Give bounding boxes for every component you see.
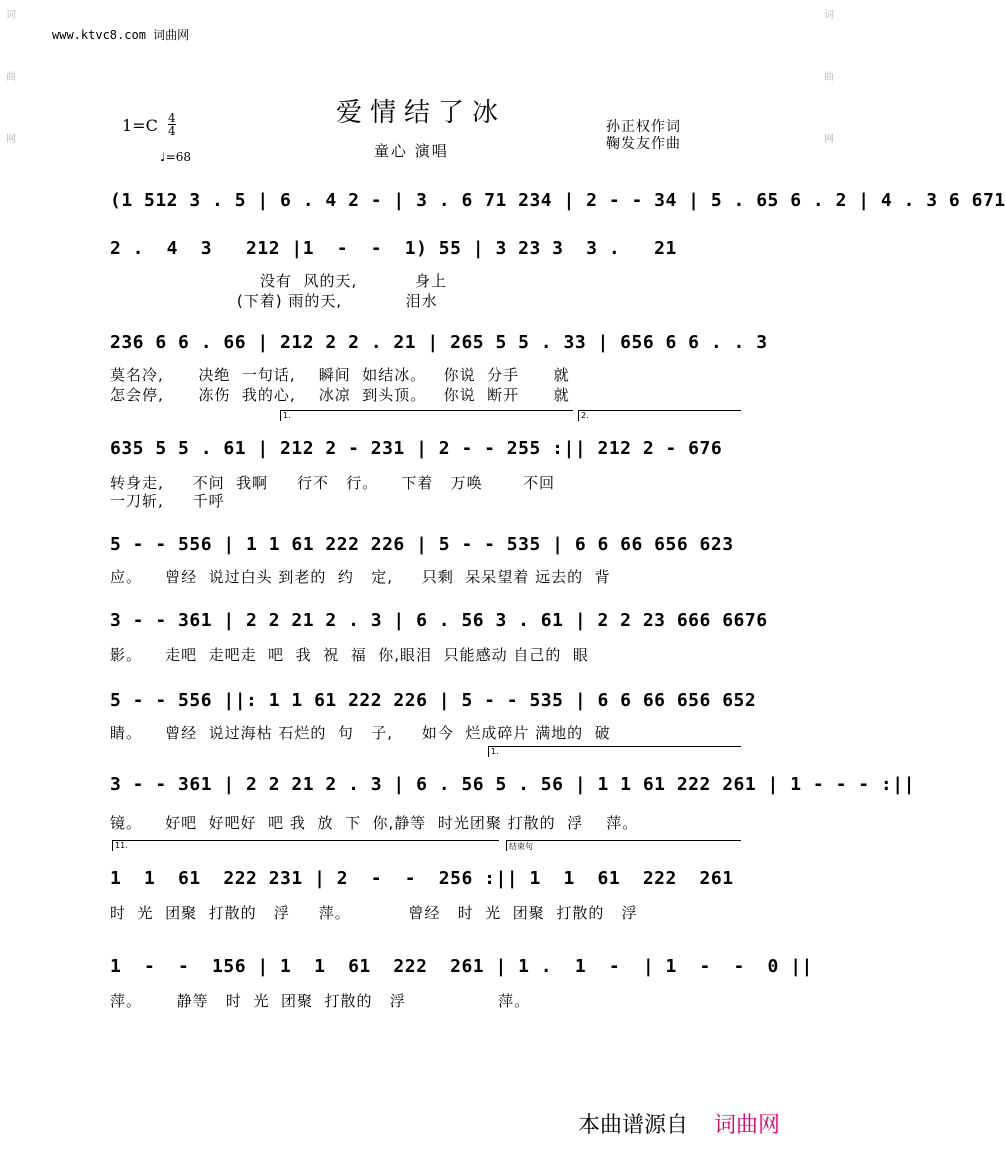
singer-credit: 童心 演唱 (374, 142, 449, 160)
time-signature (168, 112, 176, 137)
composer-credit: 鞠发友作曲 (606, 136, 681, 152)
score-row (110, 528, 740, 568)
lyric-line: 睛。 曾经 说过海枯 石烂的 句 子, 如今 烂成碎片 满地的 破 (110, 724, 611, 742)
notation-line: 635 5 5 . 61 | 212 2 - 231 | 2 - - 255 :|| 212 2 - 676 (110, 438, 723, 459)
watermark-glyph: 曲 (6, 72, 16, 83)
source-label: 本曲谱源自 (578, 1113, 689, 1138)
notation-line: 5 - - 556 | 1 1 61 222 226 | 5 - - 535 | 6 6 66 656 623 (110, 534, 734, 555)
notation-line: 5 - - 556 ||: 1 1 61 222 226 | 5 - - 535 | 6 6 66 656 652 (110, 690, 757, 711)
notation-line: 3 - - 361 | 2 2 21 2 . 3 | 6 . 56 3 . 61 | 2 2 23 666 6676 (110, 610, 768, 631)
volta-bracket: 1. (280, 410, 573, 421)
notation-line: 1 - - 156 | 1 1 61 222 261 | 1 . 1 - | 1 - - 0 || (110, 956, 813, 977)
notation-line: 236 6 6 . 66 | 212 2 2 . 21 | 265 5 5 . 33 | 656 6 6 . . 3 (110, 332, 768, 353)
lyric-line: 应。 曾经 说过白头 到老的 约 定, 只剩 呆呆望着 远去的 背 (110, 568, 611, 586)
score-row (110, 604, 768, 644)
score-row (110, 684, 757, 724)
volta-bracket: 1. (488, 746, 741, 757)
lyric-line: 一刀斩, 千呼 (110, 492, 225, 510)
meter-bottom: 4 (168, 124, 176, 138)
site-url: www.ktvc8.com 词曲网 (52, 28, 190, 42)
lyric-line: 影。 走吧 走吧走 吧 我 祝 福 你,眼泪 只能感动 自己的 眼 (110, 646, 589, 664)
watermark-glyph: 网 (824, 134, 834, 145)
volta-bracket: 11. (112, 840, 499, 851)
notation-line: 1 1 61 222 231 | 2 - - 256 :|| 1 1 61 222 261 (110, 868, 734, 889)
notation-line: 3 - - 361 | 2 2 21 2 . 3 | 6 . 56 5 . 56 | 1 1 61 222 261 | 1 - - - :|| (110, 774, 915, 795)
meter-top: 4 (168, 111, 176, 125)
score-row (110, 862, 740, 902)
score-row (110, 326, 768, 366)
score-row (110, 232, 740, 272)
volta-bracket: 2. (578, 410, 741, 421)
watermark-glyph: 词 (6, 10, 16, 21)
lyric-line: 时 光 团聚 打散的 浮 萍。 曾经 时 光 团聚 打散的 浮 (110, 904, 638, 922)
song-title: 爱情结了冰 (335, 98, 506, 128)
lyricist-credit: 孙正权作词 (606, 119, 681, 135)
score-row (110, 432, 740, 472)
lyric-line: 怎会停, 冻伤 我的心, 冰凉 到头顶。 你说 断开 就 (110, 386, 570, 404)
key-signature: 1=C (122, 116, 158, 135)
source-site-link[interactable]: 词曲网 (714, 1113, 781, 1138)
tempo-marking: ♩=68 (160, 150, 191, 164)
watermark-glyph: 曲 (824, 72, 834, 83)
score-row (110, 950, 813, 990)
volta-bracket: 结束句 (506, 840, 741, 851)
lyric-line: 萍。 静等 时 光 团聚 打散的 浮 萍。 (110, 992, 531, 1010)
watermark-glyph: 词 (824, 10, 834, 21)
lyric-line: 转身走, 不问 我啊 行不 行。 下着 万唤 不回 (110, 474, 556, 492)
lyric-line: 没有 风的天, 身上 (110, 272, 447, 290)
score-row (110, 184, 1006, 224)
lyric-line: 镜。 好吧 好吧好 吧 我 放 下 你,静等 时光团聚 打散的 浮 萍。 (110, 814, 639, 832)
score-row (110, 768, 915, 808)
notation-line: (1 512 3 . 5 | 6 . 4 2 - | 3 . 6 71 234 | 2 - - 34 | 5 . 65 6 . 2 | 4 . 3 6 671 (110, 190, 1006, 211)
watermark-glyph: 网 (6, 134, 16, 145)
notation-line: 2 . 4 3 212 |1 - - 1) 55 | 3 23 3 3 . 21 (110, 238, 677, 259)
lyric-line: 莫名冷, 决绝 一句话, 瞬间 如结冰。 你说 分手 就 (110, 366, 570, 384)
lyric-line: (下着) 雨的天, 泪水 (110, 292, 438, 310)
